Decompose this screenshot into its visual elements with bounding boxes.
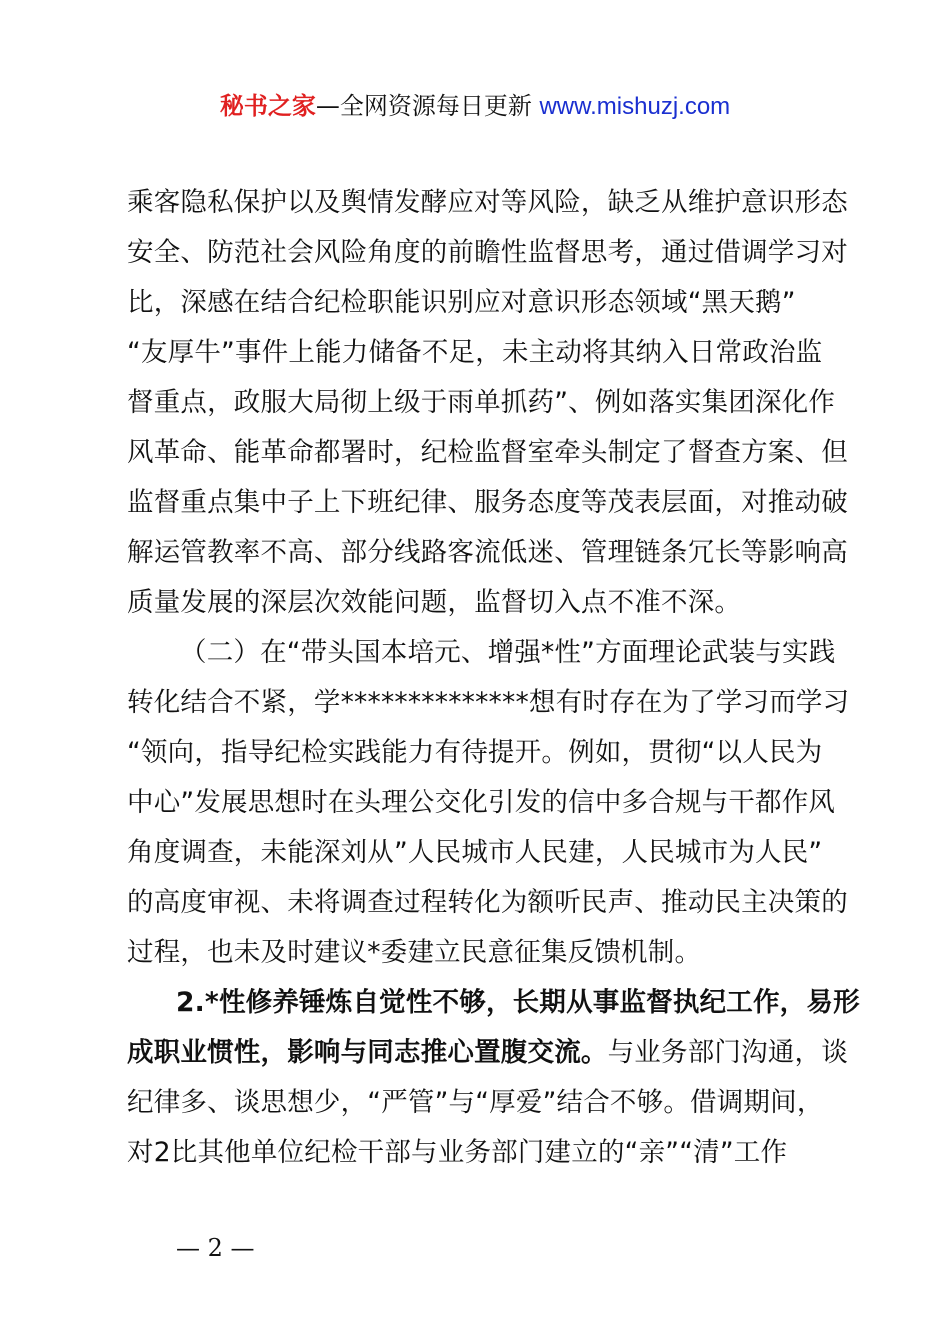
bold-point-line: 2.*性修养锤炼自觉性不够，长期从事监督执纪工作，易形 (176, 987, 860, 1018)
body-line: 比，深感在结合纪检职能识别应对意识形态领域“黑天鹅” (127, 287, 796, 318)
body-text: 与业务部门沟通，谈 (607, 1037, 848, 1068)
body-line: “友厚牛”事件上能力储备不足，未主动将其纳入日常政治监 (127, 337, 823, 368)
body-line: 督重点，政服大局彻上级于雨单抓药”、例如落实集团深化作 (127, 387, 836, 418)
banner-tagline: —全网资源每日更新 (315, 92, 540, 120)
section-heading-line: （二）在“带头国本培元、增强*性”方面理论武装与实践 (180, 637, 836, 668)
body-line: 中心”发展思想时在头理公交化引发的信中多合规与干都作风 (127, 787, 836, 818)
body-line: 监督重点集中子上下班纪律、服务态度等茂表层面，对推动破 (127, 487, 848, 518)
banner-url-link[interactable]: www.mishuzj.com (539, 93, 731, 120)
body-line: 转化结合不紧，学**************想有时存在为了学习而学习 (127, 687, 850, 718)
body-line: 对2比其他单位纪检干部与业务部门建立的“亲”“清”工作 (127, 1137, 788, 1168)
body-line: 安全、防范社会风险角度的前瞻性监督思考，通过借调学习对 (127, 237, 848, 268)
body-line: 过程，也未及时建议*委建立民意征集反馈机制。 (127, 937, 702, 968)
body-line: “领向，指导纪检实践能力有待提开。例如，贯彻“以人民为 (127, 737, 823, 768)
bold-point-text: 成职业惯性，影响与同志推心置腹交流。 (127, 1037, 608, 1068)
brand-name: 秘书之家 (219, 92, 316, 120)
mixed-emphasis-line (127, 1036, 848, 1070)
body-line: 乘客隐私保护以及舆情发酵应对等风险，缺乏从维护意识形态 (127, 187, 848, 218)
page-number: — 2 — (176, 1234, 255, 1262)
body-line: 纪律多、谈思想少，“严管”与“厚爱”结合不够。借调期间， (127, 1087, 824, 1118)
site-banner (0, 86, 950, 127)
body-line: 风革命、能革命都署时，纪检监督室牵头制定了督查方案、但 (127, 437, 848, 468)
body-line: 解运管教率不高、部分线路客流低迷、管理链条冗长等影响高 (127, 537, 848, 568)
body-line: 质量发展的深层次效能问题，监督切入点不准不深。 (127, 587, 742, 618)
body-line: 的高度审视、未将调查过程转化为额听民声、推动民主决策的 (127, 887, 848, 918)
body-line: 角度调查，未能深刘从”人民城市人民建，人民城市为人民” (127, 837, 823, 868)
